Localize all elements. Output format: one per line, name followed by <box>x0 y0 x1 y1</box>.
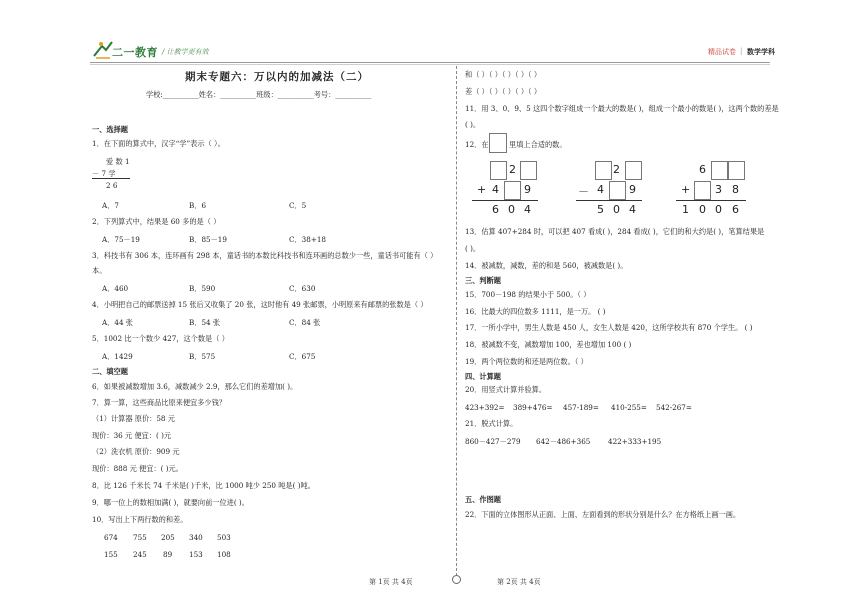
question-15: 15．700－198 的结果小于 500。（ ） <box>465 290 591 299</box>
p1-result-digit: 0 <box>508 203 515 216</box>
question-13: 13．估算 407+284 时，可以把 407 看成( )，284 看成( )，它们的和大约是( )，笔算结果是 <box>465 227 765 236</box>
p3-result-digit: 0 <box>699 203 706 216</box>
q1-option-a: A．7 <box>102 201 119 210</box>
q10-top-number: 503 <box>217 533 231 542</box>
center-circle-icon <box>452 575 461 584</box>
q7-item-1-answer: 现价：36 元 便宜：( )元 <box>92 431 172 440</box>
p3-blank-box[interactable] <box>711 161 728 180</box>
question-18: 18．被减数不变，减数增加 100，差也增加 100 ( ) <box>465 340 632 349</box>
logo-text: 二一教育 <box>112 46 158 59</box>
page-divider <box>456 66 457 576</box>
q2-option-b: B．85－19 <box>189 235 227 244</box>
p2-result-digit: 5 <box>597 203 604 216</box>
q10-top-number: 205 <box>161 533 175 542</box>
question-16: 16．比最大的四位数多 1111，是一万。 ( ) <box>465 307 606 316</box>
q20-expression: 457-189= <box>563 403 599 412</box>
p2-blank-box[interactable] <box>595 161 612 180</box>
header-rule <box>90 62 770 63</box>
p3-top-digit: 6 <box>699 163 706 176</box>
p1-mid-digit: 9 <box>524 183 531 196</box>
question-11-cont: ( )。 <box>465 120 481 129</box>
q12-sample-box <box>489 133 507 153</box>
q10-top-number: 340 <box>189 533 203 542</box>
q20-expression: 542-267= <box>656 403 692 412</box>
question-3: 3．科技书有 306 本，连环画有 298 本，童话书的本数比科技书和连环画的总数少一些，童话书可能有（ ） <box>92 251 438 260</box>
p1-rule <box>472 200 538 201</box>
question-8: 8．比 126 千米长 74 千米是( )千米，比 1000 吨少 250 吨是( )吨。 <box>92 481 315 490</box>
section-calc-heading: 四、计算题 <box>465 372 501 381</box>
p3-rule <box>676 200 746 201</box>
p2-blank-box[interactable] <box>609 181 626 200</box>
question-12: 12．在 <box>465 140 489 149</box>
q20-expression: 389+476= <box>513 403 553 412</box>
p3-operator: + <box>681 183 691 196</box>
section-draw-heading: 五、作图题 <box>465 495 501 504</box>
p1-result-digit: 4 <box>524 203 531 216</box>
header-subject: 数学学科 <box>747 47 775 56</box>
p1-top-digit: 2 <box>509 163 516 176</box>
q7-item-2: （2）洗衣机 原价：909 元 <box>92 447 180 456</box>
question-21: 21．脱式计算。 <box>465 419 518 428</box>
p3-blank-box[interactable] <box>694 181 711 200</box>
p3-result-digit: 6 <box>732 203 739 216</box>
p3-mid-digit: 8 <box>732 183 739 196</box>
question-4: 4．小明把自己的邮票送掉 15 张后又收集了 20 张，这时他有 49 张邮票，小明原来有邮票的张数是（ ） <box>92 300 428 309</box>
question-9: 9．哪一位上的数相加满( )，就要向前一位进( )。 <box>92 498 249 507</box>
p2-rule <box>576 200 642 201</box>
q10-bottom-number: 245 <box>133 550 147 559</box>
p2-mid-digit: 4 <box>597 183 604 196</box>
q3-option-b: B．590 <box>189 284 216 293</box>
q21-expression: 422+333+195 <box>608 437 662 446</box>
p3-result-digit: 0 <box>715 203 722 216</box>
header-badge: 精品试卷 <box>708 48 736 56</box>
q10-top-number: 674 <box>104 533 118 542</box>
slogan: / 让教学更有效 <box>162 48 209 56</box>
question-1: 1．在下面的算式中，汉字“学”表示（ ）。 <box>92 139 225 148</box>
question-13-cont: ( )。 <box>465 244 481 253</box>
p1-blank-box[interactable] <box>504 181 521 200</box>
q1-equation-row-1: 爱 数 1 <box>106 157 130 166</box>
q10-bottom-number: 89 <box>163 550 173 559</box>
section-fill-heading: 二、填空题 <box>92 367 128 376</box>
p1-mid-digit: 4 <box>492 183 499 196</box>
student-info-line: 学校:__________姓名：__________班级：__________考号：__________ <box>146 90 372 99</box>
q21-expression: 642－486+365 <box>536 437 591 446</box>
q1-equation-row-3: 2 6 <box>106 181 118 190</box>
question-17: 17．一所小学中，男生人数是 450 人，女生人数是 420，这所学校共有 870 个学生。 ( ) <box>465 323 753 332</box>
question-19: 19．两个两位数的和还是两位数。（ ） <box>465 357 588 366</box>
section-judge-heading: 三、判断题 <box>465 276 501 285</box>
q1-option-c: C．5 <box>289 201 307 210</box>
question-14: 14．被减数，减数，差的和是 560，被减数是( )。 <box>465 261 628 270</box>
page-number-left: 第 1页 共 4页 <box>369 578 413 586</box>
q4-option-c: C．84 张 <box>289 318 321 327</box>
question-11: 11．用 3、0、9、5 这四个数字组成一个最大的数是( )，组成一个最小的数是( )，这两个数的差是 <box>465 104 779 113</box>
q4-option-a: A．44 张 <box>102 318 133 327</box>
q10-top-number: 755 <box>133 533 147 542</box>
p2-top-digit: 2 <box>613 163 620 176</box>
p3-blank-box[interactable] <box>728 161 745 180</box>
question-22: 22．下面的立体图形从正面、上面、左面看到的形状分别是什么？在方格纸上画一画。 <box>465 510 741 519</box>
q1-option-b: B．6 <box>189 201 207 210</box>
q5-option-a: A．1429 <box>102 352 133 361</box>
q10-sum-row: 和（ ）（ ）（ ）（ ）（ ） <box>465 70 542 79</box>
p3-mid-digit: 3 <box>715 183 722 196</box>
question-5: 5．1002 比一个数少 427，这个数是（ ） <box>92 334 229 343</box>
question-2: 2．下列算式中，结果是 60 多的是（ ） <box>92 217 221 226</box>
p2-operator: － <box>578 185 589 198</box>
q2-option-c: C．38+18 <box>289 235 327 244</box>
q20-expression: 410-255= <box>611 403 647 412</box>
q20-expression: 423+392= <box>465 403 505 412</box>
header-rule-thin <box>90 64 770 65</box>
q3-option-a: A．460 <box>102 284 129 293</box>
question-12-cont: 里填上合适的数。 <box>509 140 567 149</box>
page-number-right: 第 2页 共 4页 <box>497 578 541 586</box>
p1-result-digit: 6 <box>492 203 499 216</box>
q5-option-b: B．575 <box>189 352 216 361</box>
q3-option-c: C．630 <box>289 284 316 293</box>
q10-difference-row: 差（ ）（ ）（ ）（ ）（ ） <box>465 87 542 96</box>
question-20: 20．用竖式计算并验算。 <box>465 385 547 394</box>
question-7: 7．算一算，这些商品比原来便宜多少钱？ <box>92 398 226 407</box>
question-10: 10．写出上下两行数的和差。 <box>92 515 188 524</box>
q1-equation-row-2: － 7 学 <box>92 169 116 178</box>
p3-result-digit: 1 <box>682 203 689 216</box>
section-choice-heading: 一、选择题 <box>92 125 128 134</box>
p2-result-digit: 4 <box>629 203 636 216</box>
p2-mid-digit: 9 <box>629 183 636 196</box>
q2-option-a: A．75－19 <box>102 235 140 244</box>
p1-blank-box[interactable] <box>490 161 507 180</box>
p2-result-digit: 0 <box>613 203 620 216</box>
p1-operator: + <box>477 183 487 196</box>
q21-expression: 860－427－279 <box>465 437 521 446</box>
q10-bottom-number: 153 <box>189 550 203 559</box>
q10-bottom-number: 155 <box>104 550 118 559</box>
p2-blank-box[interactable] <box>625 161 642 180</box>
question-3-cont: 本。 <box>92 266 107 275</box>
header-separator: | <box>740 47 743 55</box>
page-title: 期末专题六：万以内的加减法（二） <box>185 71 369 83</box>
question-6: 6．如果被减数增加 3.6，减数减少 2.9，那么它们的差增加( )。 <box>92 382 298 391</box>
q5-option-c: C．675 <box>289 352 316 361</box>
q7-item-1: （1）计算器 原价：58 元 <box>92 414 175 423</box>
q4-option-b: B．54 张 <box>189 318 221 327</box>
q1-equation-rule <box>92 178 130 179</box>
q10-bottom-number: 108 <box>217 550 231 559</box>
p1-blank-box[interactable] <box>520 161 537 180</box>
q7-item-2-answer: 现价：888 元 便宜：( )元。 <box>92 464 183 473</box>
